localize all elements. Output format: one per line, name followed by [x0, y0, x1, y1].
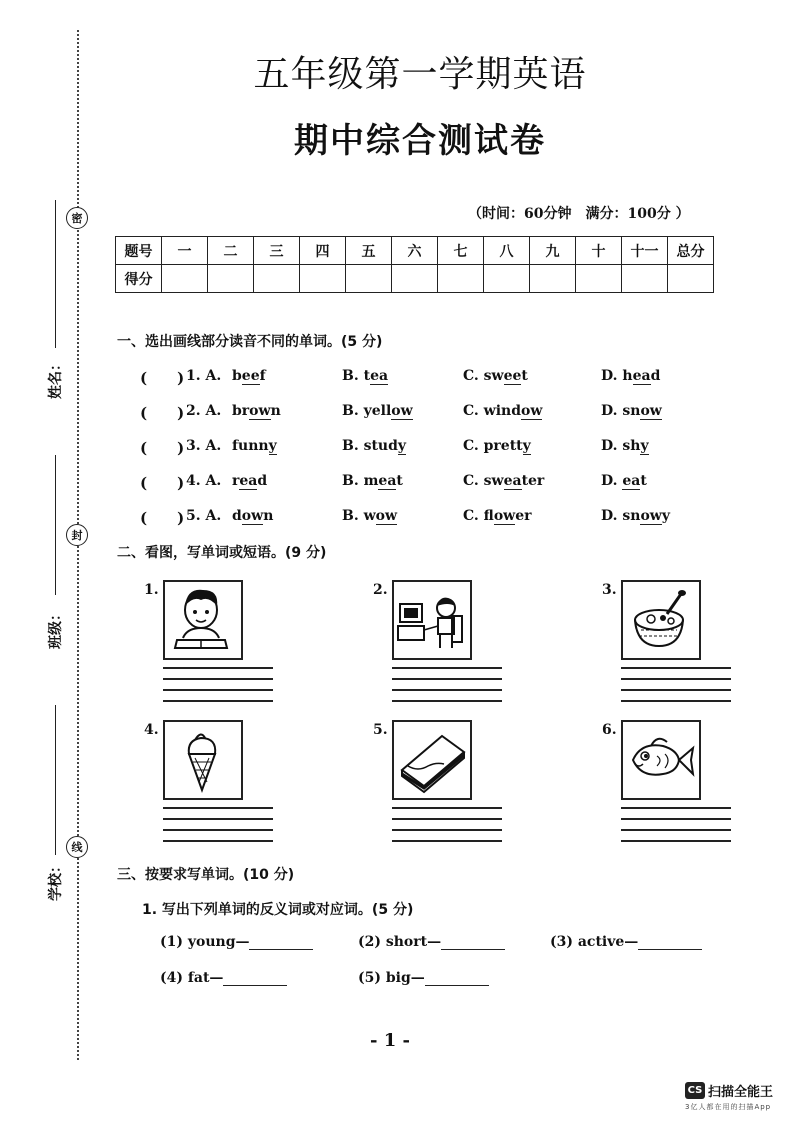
page-subtitle: 期中综合测试卷: [294, 121, 546, 161]
answer-bracket[interactable]: ( ): [140, 474, 185, 492]
score-header-cell: 六: [392, 237, 438, 265]
score-header-cell: 二: [208, 237, 254, 265]
option-text: C. sw: [463, 368, 504, 384]
option-text: n: [263, 508, 274, 524]
score-cell[interactable]: [162, 265, 208, 293]
seal-xian: 线: [66, 836, 88, 858]
seal-mi: 密: [66, 207, 88, 229]
underlined-letters: y: [268, 438, 277, 454]
answer-line[interactable]: [392, 818, 502, 820]
option-c: [463, 508, 532, 524]
score-header-cell: 四: [300, 237, 346, 265]
antonym-item-1: [160, 934, 313, 950]
underlined-letters: ea: [239, 473, 258, 489]
score-header-cell: 十: [576, 237, 622, 265]
score-cell[interactable]: [622, 265, 668, 293]
option-a: [232, 508, 273, 524]
option-text: B. stud: [342, 438, 398, 454]
antonym-item-4: [160, 970, 287, 986]
option-a: [232, 403, 281, 419]
antonym-word: (1) young—: [160, 934, 250, 950]
answer-line[interactable]: [621, 689, 731, 691]
option-b: [342, 438, 406, 454]
option-text: D. sh: [601, 438, 641, 454]
option-d: [601, 473, 647, 489]
score-row: [116, 265, 714, 293]
class-label: 班级：: [48, 607, 64, 649]
answer-bracket[interactable]: ( ): [140, 439, 185, 457]
option-d: [601, 508, 670, 524]
picture-number: 5.: [373, 722, 388, 738]
antonym-item-3: [550, 934, 702, 950]
option-text: C. fl: [463, 508, 494, 524]
picture-number: 2.: [373, 582, 388, 598]
score-header-cell: 十一: [622, 237, 668, 265]
page-title: 五年级第一学期英语: [253, 54, 587, 95]
score-cell[interactable]: [530, 265, 576, 293]
answer-line[interactable]: [392, 678, 502, 680]
score-cell[interactable]: [392, 265, 438, 293]
answer-line[interactable]: [621, 840, 731, 842]
score-cell[interactable]: [576, 265, 622, 293]
answer-bracket[interactable]: ( ): [140, 509, 185, 527]
option-text: er: [515, 508, 532, 524]
option-text: funn: [232, 438, 269, 454]
option-text: D. sn: [601, 508, 641, 524]
option-text: B. w: [342, 508, 376, 524]
answer-line[interactable]: [621, 667, 731, 669]
answer-blank[interactable]: [425, 971, 489, 986]
option-a: [232, 438, 277, 454]
option-d: [601, 368, 660, 384]
option-text: t: [521, 368, 528, 384]
score-cell[interactable]: [668, 265, 714, 293]
underlined-letters: ow: [241, 508, 264, 524]
answer-blank[interactable]: [441, 935, 505, 950]
seal-feng: 封: [66, 524, 88, 546]
answer-line[interactable]: [163, 818, 273, 820]
picture-number: 1.: [144, 582, 159, 598]
option-text: B. yell: [342, 403, 392, 419]
option-b: [342, 508, 397, 524]
answer-blank[interactable]: [249, 935, 313, 950]
score-header-cell: 九: [530, 237, 576, 265]
fish-icon: [623, 722, 699, 798]
underlined-letters: ea: [370, 368, 389, 384]
answer-line[interactable]: [621, 807, 731, 809]
name-write-line: [55, 200, 56, 348]
underlined-letters: ea: [622, 473, 641, 489]
option-text: C. sw: [463, 473, 504, 489]
antonym-word: (5) big—: [358, 970, 425, 986]
option-text: y: [661, 508, 670, 524]
option-text: f: [259, 368, 266, 384]
picture-4: [163, 720, 243, 800]
score-header-row: [116, 237, 714, 265]
option-text: d: [257, 473, 268, 489]
option-text: ter: [521, 473, 545, 489]
option-text: t: [396, 473, 403, 489]
school-label: 学校：: [48, 859, 64, 901]
underlined-letters: y: [640, 438, 649, 454]
option-text: B. m: [342, 473, 379, 489]
answer-line[interactable]: [392, 807, 502, 809]
score-cell[interactable]: [254, 265, 300, 293]
answer-line[interactable]: [163, 678, 273, 680]
option-d: [601, 403, 662, 419]
option-text: C. prett: [463, 438, 523, 454]
underlined-letters: ea: [378, 473, 397, 489]
picture-number: 6.: [602, 722, 617, 738]
sandwich-icon: [394, 722, 470, 798]
section2-heading: 二、看图，写单词或短语。(9 分): [117, 545, 327, 561]
scanner-watermark: [685, 1080, 773, 1112]
answer-blank[interactable]: [638, 935, 702, 950]
score-header-cell: 一: [162, 237, 208, 265]
underlined-letters: ow: [391, 403, 413, 419]
score-row-label: 得分: [116, 265, 162, 293]
answer-line[interactable]: [163, 807, 273, 809]
score-cell[interactable]: [300, 265, 346, 293]
option-c: [463, 438, 531, 454]
answer-line[interactable]: [621, 829, 731, 831]
antonym-item-5: [358, 970, 489, 986]
underlined-letters: ow: [375, 508, 398, 524]
score-header-cell: 七: [438, 237, 484, 265]
underlined-letters: y: [397, 438, 407, 454]
option-text: D. sn: [601, 403, 641, 419]
answer-line[interactable]: [621, 678, 731, 680]
class-write-line: [55, 455, 56, 595]
option-a: [232, 368, 266, 384]
answer-line[interactable]: [621, 818, 731, 820]
underlined-letters: ee: [503, 368, 522, 384]
ice-cream-icon: [165, 722, 241, 798]
camscanner-logo-icon: CS: [685, 1082, 705, 1099]
score-table: [115, 236, 714, 293]
question-number: 1. A.: [186, 368, 222, 384]
answer-line[interactable]: [392, 840, 502, 842]
score-header-cell: 题号: [116, 237, 162, 265]
option-b: [342, 473, 403, 489]
time-info: （时间：60分钟 满分：100分 ）: [468, 206, 690, 222]
antonym-item-2: [358, 934, 505, 950]
section1-heading: 一、选出画线部分读音不同的单词。(5 分): [117, 334, 383, 350]
soup-bowl-icon: [623, 582, 699, 658]
answer-bracket[interactable]: ( ): [140, 404, 185, 422]
option-b: [342, 403, 413, 419]
answer-line[interactable]: [163, 840, 273, 842]
option-text: B. t: [342, 368, 371, 384]
page-number: - 1 -: [370, 1030, 410, 1051]
section3-heading: 三、按要求写单词。(10 分): [117, 867, 295, 883]
option-text: D.: [601, 473, 623, 489]
underlined-letters: ow: [493, 508, 516, 524]
option-text: D. h: [601, 368, 633, 384]
score-cell[interactable]: [346, 265, 392, 293]
option-text: d: [650, 368, 661, 384]
underlined-letters: ow: [520, 403, 543, 419]
score-header-cell: 总分: [668, 237, 714, 265]
underlined-letters: ea: [632, 368, 651, 384]
picture-6: [621, 720, 701, 800]
score-header-cell: 五: [346, 237, 392, 265]
score-cell[interactable]: [208, 265, 254, 293]
score-header-cell: 三: [254, 237, 300, 265]
answer-line[interactable]: [392, 700, 502, 702]
answer-line[interactable]: [163, 700, 273, 702]
antonym-word: (4) fat—: [160, 970, 224, 986]
boy-reading-icon: [165, 582, 241, 658]
answer-blank[interactable]: [223, 971, 287, 986]
question-number: 2. A.: [186, 403, 222, 419]
answer-line[interactable]: [163, 667, 273, 669]
answer-line[interactable]: [392, 667, 502, 669]
answer-line[interactable]: [163, 689, 273, 691]
option-text: r: [232, 473, 240, 489]
answer-line[interactable]: [621, 700, 731, 702]
option-b: [342, 368, 388, 384]
answer-line[interactable]: [163, 829, 273, 831]
option-text: br: [232, 403, 250, 419]
underlined-letters: ow: [249, 403, 271, 419]
option-text: d: [232, 508, 242, 524]
antonym-word: (3) active—: [550, 934, 639, 950]
score-header-cell: 八: [484, 237, 530, 265]
option-d: [601, 438, 649, 454]
picture-3: [621, 580, 701, 660]
question-number: 5. A.: [186, 508, 222, 524]
underlined-letters: ow: [640, 508, 662, 524]
option-c: [463, 368, 528, 384]
picture-number: 4.: [144, 722, 159, 738]
watermark-tagline: 3亿人都在用的扫描App: [685, 1103, 772, 1111]
answer-line[interactable]: [392, 689, 502, 691]
underlined-letters: ow: [640, 403, 662, 419]
question-number: 4. A.: [186, 473, 222, 489]
answer-line[interactable]: [392, 829, 502, 831]
option-text: t: [640, 473, 647, 489]
boy-computer-icon: [394, 582, 470, 658]
score-cell[interactable]: [484, 265, 530, 293]
picture-5: [392, 720, 472, 800]
underlined-letters: y: [522, 438, 531, 454]
score-cell[interactable]: [438, 265, 484, 293]
option-text: b: [232, 368, 242, 384]
option-c: [463, 403, 542, 419]
picture-1: [163, 580, 243, 660]
option-a: [232, 473, 267, 489]
option-c: [463, 473, 544, 489]
watermark-name: 扫描全能王: [708, 1085, 774, 1100]
antonym-word: (2) short—: [358, 934, 442, 950]
school-write-line: [55, 705, 56, 855]
underlined-letters: ea: [503, 473, 522, 489]
name-label: 姓名：: [48, 357, 64, 399]
question-number: 3. A.: [186, 438, 222, 454]
answer-bracket[interactable]: ( ): [140, 369, 185, 387]
picture-2: [392, 580, 472, 660]
underlined-letters: ee: [241, 368, 260, 384]
option-text: C. wind: [463, 403, 521, 419]
section3-sub1: 1. 写出下列单词的反义词或对应词。(5 分): [142, 902, 414, 918]
picture-number: 3.: [602, 582, 617, 598]
option-text: n: [270, 403, 281, 419]
